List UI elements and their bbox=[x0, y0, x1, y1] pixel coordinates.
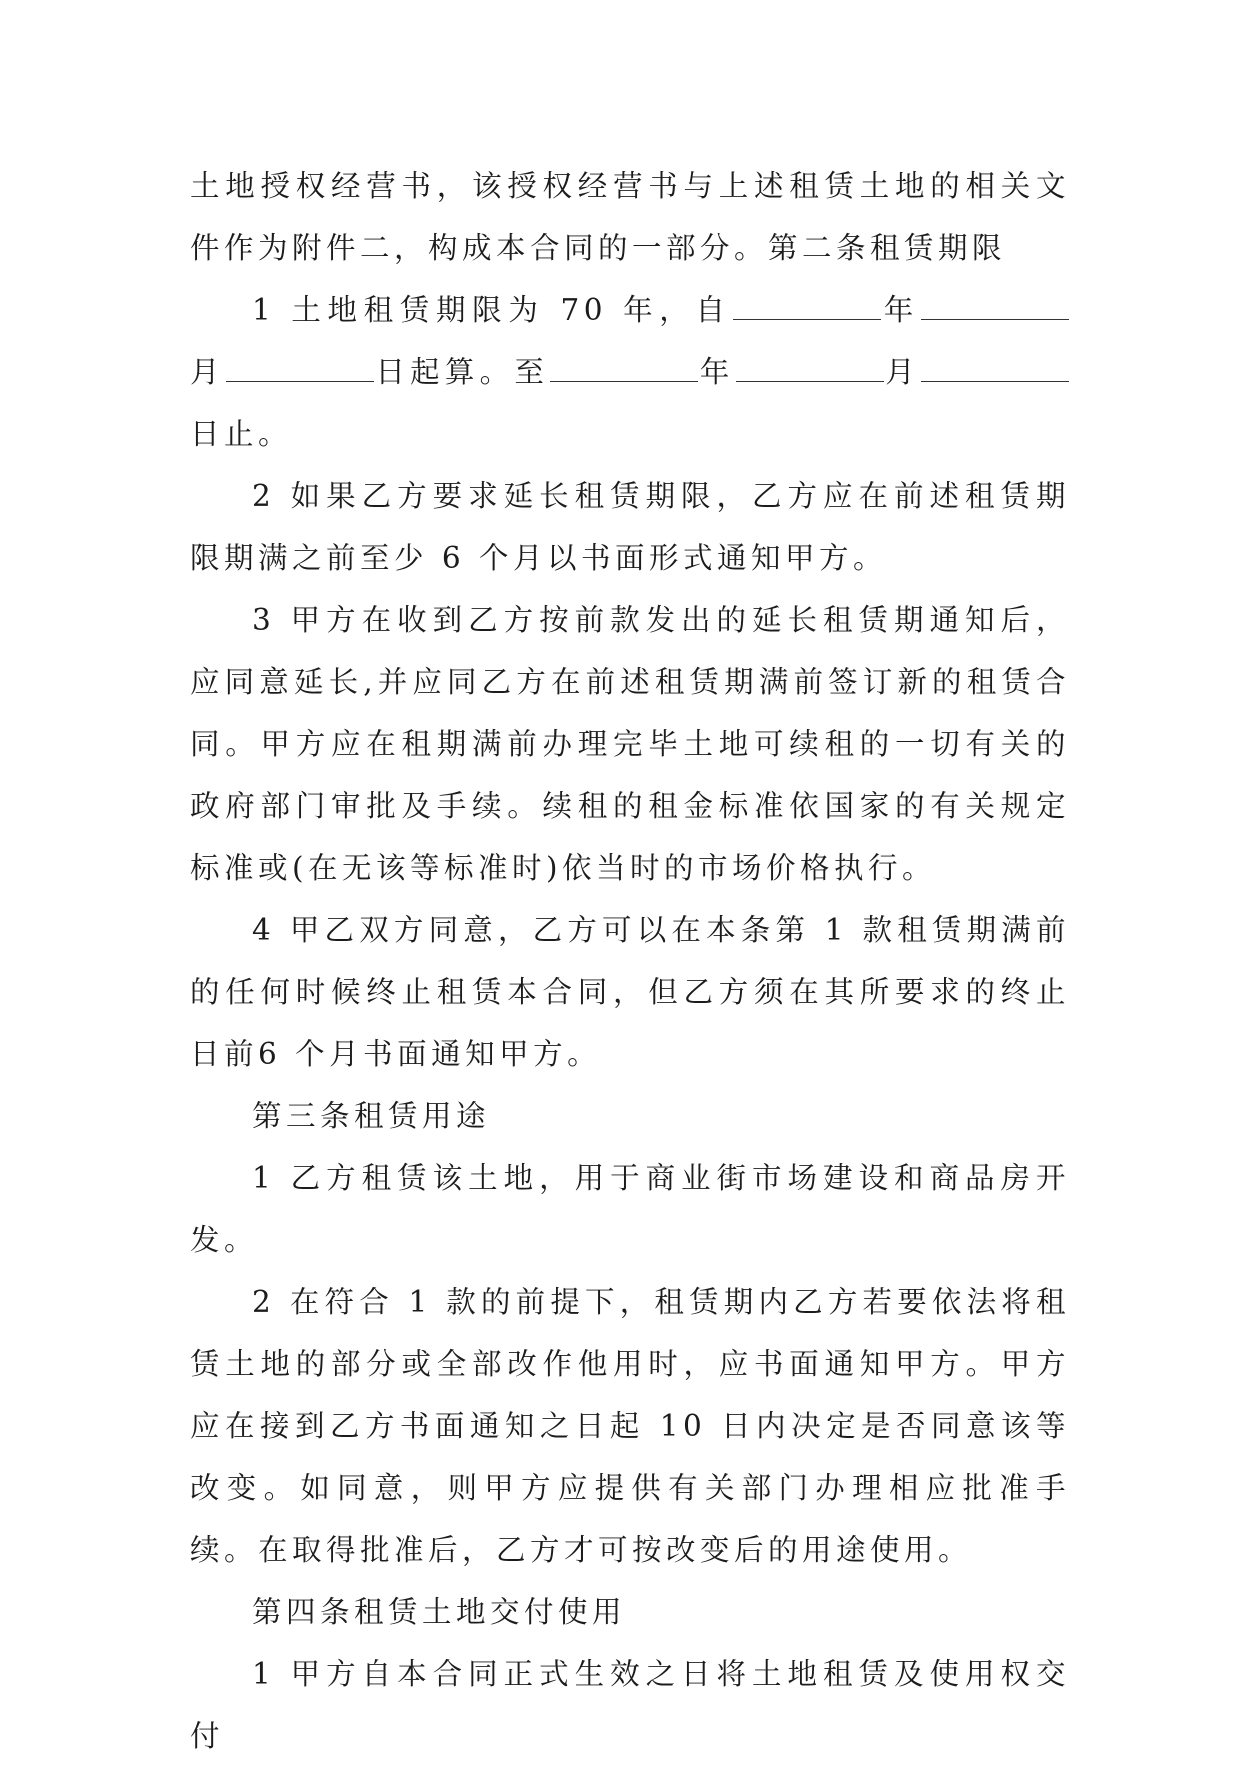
paragraph-extension-request: 2 如果乙方要求延长租赁期限，乙方应在前述租赁期限期满之前至少 6 个月以书面形式通知甲方。 bbox=[190, 479, 1070, 575]
paragraph-usage: 1 乙方租赁该土地，用于商业街市场建设和商品房开发。 bbox=[190, 1161, 1070, 1257]
end-month-blank[interactable] bbox=[736, 355, 884, 382]
start-label: 日起算。至 bbox=[374, 355, 550, 389]
paragraph-early-termination: 4 甲乙双方同意，乙方可以在本条第 1 款租赁期满前的任何时候终止租赁本合同，但乙方须在其所要求的终止日前6 个月书面通知甲方。 bbox=[190, 913, 1070, 1071]
year-label-2: 年 bbox=[699, 355, 735, 389]
paragraph-handover: 1 甲方自本合同正式生效之日将土地租赁及使用权交付 bbox=[190, 1657, 1070, 1753]
paragraph-usage-change: 2 在符合 1 款的前提下，租赁期内乙方若要依法将租赁土地的部分或全部改作他用时，应书面通知甲方。甲方应在接到乙方书面通知之日起 10 日内决定是否同意该等改变。如同意，则甲方应提供有关部门办理相应批准手续。在取得批准后，乙方才可按改变后的用途使用。 bbox=[190, 1285, 1070, 1567]
month-label-2: 月 bbox=[884, 355, 920, 389]
paragraph-attachment: 土地授权经营书，该授权经营书与上述租赁土地的相关文件作为附件二，构成本合同的一部分。第二条租赁期限 bbox=[190, 169, 1070, 265]
start-year-blank[interactable] bbox=[733, 293, 881, 320]
heading-article-4: 第四条租赁土地交付使用 bbox=[252, 1595, 627, 1629]
end-label: 日止。 bbox=[190, 417, 293, 451]
year-label: 年 bbox=[881, 293, 920, 327]
heading-article-3: 第三条租赁用途 bbox=[252, 1099, 491, 1133]
month-label: 月 bbox=[190, 355, 225, 389]
lease-term-lead: 1 土地租赁期限为 70 年，自 bbox=[252, 293, 732, 327]
paragraph-extension-approval: 3 甲方在收到乙方按前款发出的延长租赁期通知后，应同意延长,并应同乙方在前述租赁期满前签订新的租赁合同。甲方应在租期满前办理完毕土地可续租的一切有关的政府部门审批及手续。续租的租金标准依国家的有关规定标准或(在无该等标准时)依当时的市场价格执行。 bbox=[190, 603, 1070, 885]
end-year-blank[interactable] bbox=[550, 355, 698, 382]
paragraph-lease-term bbox=[190, 279, 1070, 465]
document-page bbox=[190, 155, 1070, 1767]
end-day-blank[interactable] bbox=[921, 355, 1069, 382]
start-day-blank[interactable] bbox=[226, 355, 374, 382]
start-month-blank[interactable] bbox=[921, 293, 1069, 320]
